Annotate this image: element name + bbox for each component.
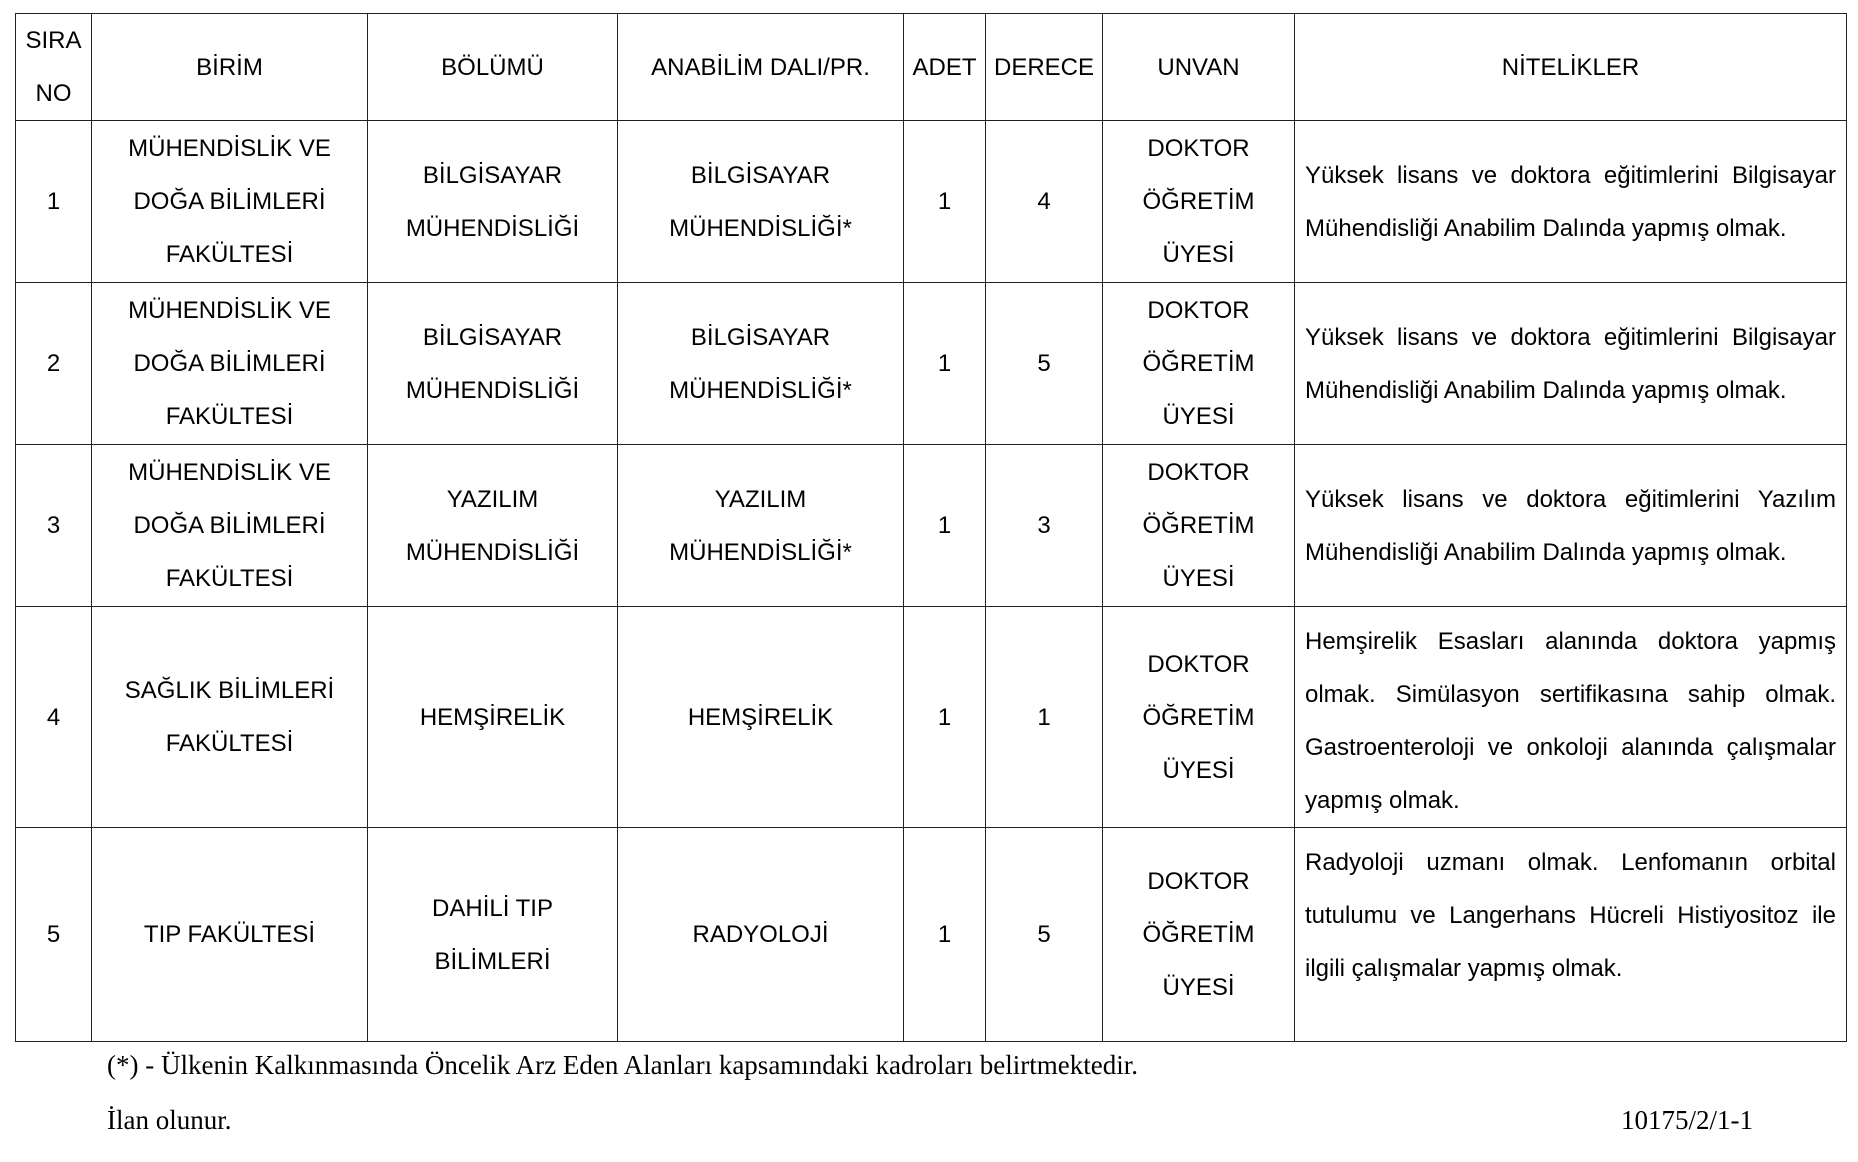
cell-unvan-line: ÖĞRETİM — [1142, 921, 1255, 948]
cell-bolum-line: BİLİMLERİ — [434, 947, 551, 975]
cell-birim-line: TIP FAKÜLTESİ — [143, 921, 316, 948]
cell-no: 4 — [16, 607, 92, 828]
cell-birim-line: MÜHENDİSLİK VE — [128, 297, 331, 324]
cell-bolum-line: BİLGİSAYAR — [422, 161, 563, 189]
cell-birim-line: DOĞA BİLİMLERİ — [133, 350, 326, 377]
cell-bolum-line: YAZILIM — [446, 485, 539, 513]
cell-unvan-line: ÖĞRETİM — [1142, 350, 1255, 377]
cell-derece: 5 — [986, 283, 1103, 445]
cell-anabilim-line: RADYOLOJİ — [692, 921, 829, 948]
cell-birim — [92, 445, 368, 607]
cell-no: 1 — [16, 121, 92, 283]
cell-birim-line: FAKÜLTESİ — [165, 403, 294, 430]
cell-anabilim-line: BİLGİSAYAR — [690, 161, 831, 189]
cell-birim-line: MÜHENDİSLİK VE — [128, 135, 331, 162]
table-row — [16, 445, 1847, 607]
cell-adet: 1 — [904, 283, 986, 445]
cell-anabilim — [618, 121, 904, 283]
header-no: NO — [35, 80, 72, 107]
cell-nitelikler: Radyoloji uzmanı olmak. Lenfomanın orbital tutulumu ve Langerhans Hücreli Histiyositoz ile ilgili çalışmalar yapmış olmak. — [1295, 828, 1847, 1042]
cell-unvan-line: DOKTOR — [1147, 297, 1250, 324]
cell-unvan — [1103, 607, 1295, 828]
table-row — [16, 607, 1847, 828]
cell-unvan-line: ÜYESİ — [1162, 974, 1235, 1001]
cell-unvan-line: ÖĞRETİM — [1142, 188, 1255, 215]
cell-bolum — [368, 283, 618, 445]
cell-unvan-line: ÜYESİ — [1162, 565, 1235, 592]
header-bolum: BÖLÜMÜ — [368, 14, 618, 121]
cell-unvan — [1103, 283, 1295, 445]
cell-anabilim-line: YAZILIM — [714, 485, 807, 513]
cell-no: 2 — [16, 283, 92, 445]
cell-anabilim-line: BİLGİSAYAR — [690, 323, 831, 351]
cell-bolum-line: HEMŞİRELİK — [419, 703, 566, 731]
closing-text: İlan olunur. — [107, 1105, 232, 1135]
header-anabilim: ANABİLİM DALI/PR. — [618, 14, 904, 121]
cell-birim-line: DOĞA BİLİMLERİ — [133, 188, 326, 215]
cell-derece: 3 — [986, 445, 1103, 607]
cell-unvan — [1103, 828, 1295, 1042]
cell-birim — [92, 121, 368, 283]
header-nitelikler: NİTELİKLER — [1295, 14, 1847, 121]
cell-unvan-line: DOKTOR — [1147, 459, 1250, 486]
footnote: (*) - Ülkenin Kalkınmasında Öncelik Arz Eden Alanları kapsamındaki kadroları belirtmektedir. — [107, 1050, 1138, 1080]
cell-unvan-line: ÖĞRETİM — [1142, 703, 1255, 731]
cell-anabilim-line: MÜHENDİSLİĞİ* — [669, 214, 852, 242]
cell-unvan — [1103, 121, 1295, 283]
cell-unvan-line: ÜYESİ — [1162, 756, 1235, 784]
cell-birim-line: FAKÜLTESİ — [165, 565, 294, 592]
cell-adet: 1 — [904, 121, 986, 283]
header-row — [16, 14, 1847, 121]
table-row — [16, 121, 1847, 283]
cell-unvan-line: ÜYESİ — [1162, 241, 1235, 268]
cell-bolum-line: BİLGİSAYAR — [422, 323, 563, 351]
cell-anabilim-line: HEMŞİRELİK — [687, 703, 834, 731]
cell-anabilim — [618, 283, 904, 445]
cell-bolum — [368, 445, 618, 607]
header-birim: BİRİM — [92, 14, 368, 121]
cell-bolum-line: MÜHENDİSLİĞİ — [405, 538, 580, 566]
cell-unvan-line: ÖĞRETİM — [1142, 512, 1255, 539]
cell-nitelikler: Hemşirelik Esasları alanında doktora yapmış olmak. Simülasyon sertifikasına sahip olmak. Gastroenteroloji ve onkoloji alanında çalışmalar yapmış olmak. — [1295, 607, 1847, 828]
cell-anabilim — [618, 607, 904, 828]
cell-derece: 5 — [986, 828, 1103, 1042]
header-sira-no — [16, 14, 92, 121]
cell-bolum — [368, 121, 618, 283]
cell-unvan — [1103, 445, 1295, 607]
cell-unvan-line: ÜYESİ — [1162, 403, 1235, 430]
cell-nitelikler: Yüksek lisans ve doktora eğitimlerini Bilgisayar Mühendisliği Anabilim Dalında yapmış olmak. — [1295, 283, 1847, 445]
cell-bolum — [368, 607, 618, 828]
cell-bolum — [368, 828, 618, 1042]
header-derece: DERECE — [986, 14, 1103, 121]
cell-no: 5 — [16, 828, 92, 1042]
header-sira: SIRA — [25, 27, 82, 54]
cell-birim-line: DOĞA BİLİMLERİ — [133, 512, 326, 539]
cell-nitelikler: Yüksek lisans ve doktora eğitimlerini Yazılım Mühendisliği Anabilim Dalında yapmış olmak. — [1295, 445, 1847, 607]
cell-anabilim-line: MÜHENDİSLİĞİ* — [669, 376, 852, 404]
cell-nitelikler: Yüksek lisans ve doktora eğitimlerini Bilgisayar Mühendisliği Anabilim Dalında yapmış olmak. — [1295, 121, 1847, 283]
cell-birim — [92, 283, 368, 445]
cell-unvan-line: DOKTOR — [1147, 868, 1250, 895]
cell-birim-line: SAĞLIK BİLİMLERİ — [124, 677, 335, 704]
cell-no: 3 — [16, 445, 92, 607]
cell-derece: 4 — [986, 121, 1103, 283]
table-row — [16, 283, 1847, 445]
cell-anabilim — [618, 828, 904, 1042]
cell-bolum-line: MÜHENDİSLİĞİ — [405, 214, 580, 242]
header-adet: ADET — [904, 14, 986, 121]
cell-unvan-line: DOKTOR — [1147, 135, 1250, 162]
cell-birim-line: FAKÜLTESİ — [165, 241, 294, 268]
cell-unvan-line: DOKTOR — [1147, 650, 1250, 678]
cell-derece: 1 — [986, 607, 1103, 828]
cell-bolum-line: DAHİLİ TIP — [432, 894, 553, 922]
cell-anabilim-line: MÜHENDİSLİĞİ* — [669, 538, 852, 566]
cell-birim — [92, 828, 368, 1042]
cell-bolum-line: MÜHENDİSLİĞİ — [405, 376, 580, 404]
positions-table — [15, 13, 1847, 1042]
header-unvan: UNVAN — [1103, 14, 1295, 121]
reference-code: 10175/2/1-1 — [1621, 1105, 1753, 1135]
cell-adet: 1 — [904, 607, 986, 828]
cell-adet: 1 — [904, 828, 986, 1042]
cell-adet: 1 — [904, 445, 986, 607]
cell-anabilim — [618, 445, 904, 607]
cell-birim-line: FAKÜLTESİ — [165, 730, 294, 757]
cell-birim — [92, 607, 368, 828]
cell-birim-line: MÜHENDİSLİK VE — [128, 459, 331, 486]
table-row — [16, 828, 1847, 1042]
